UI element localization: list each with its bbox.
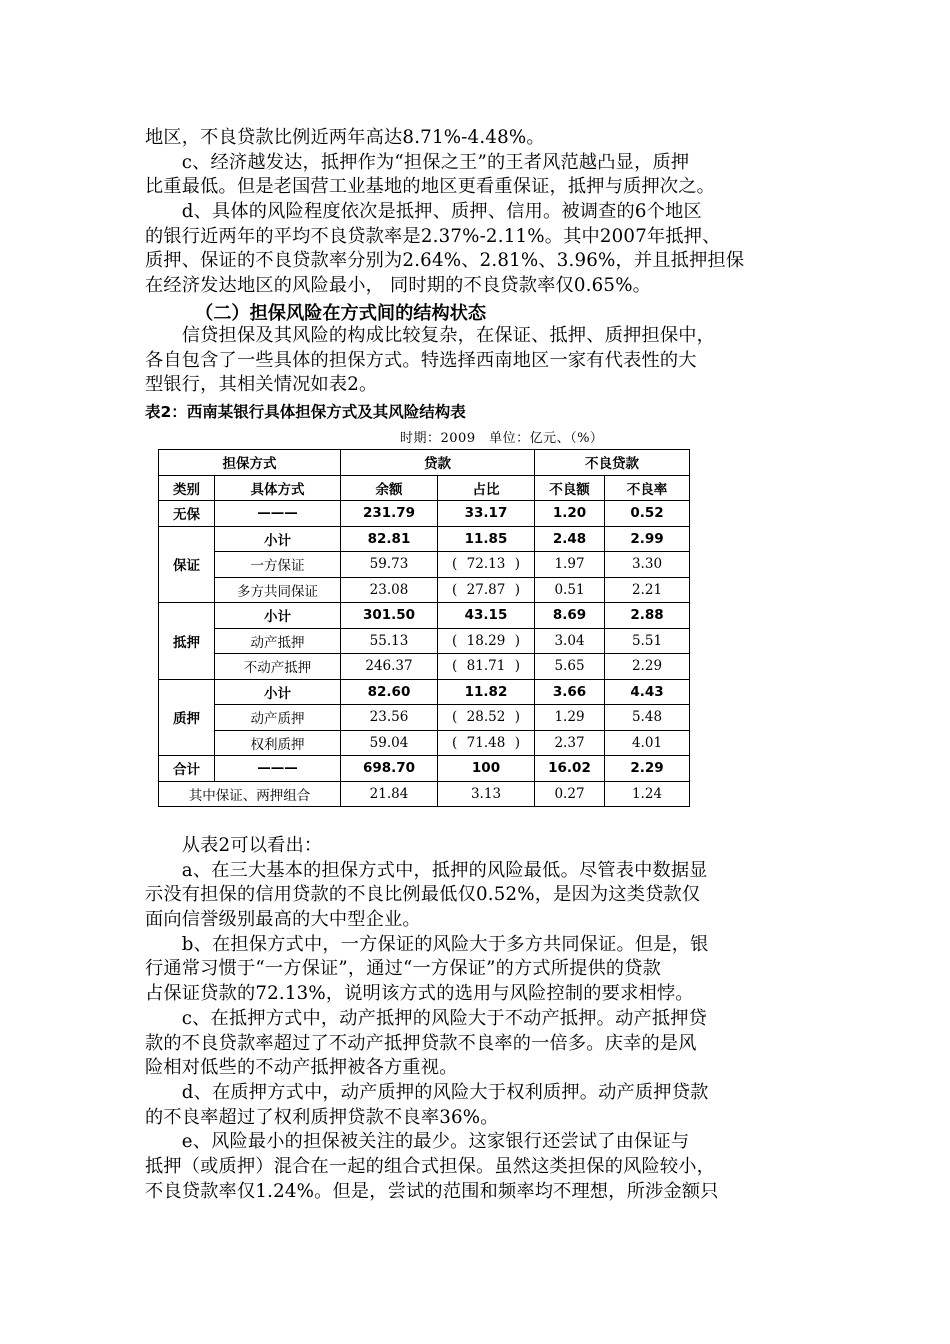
cell-method: 不动产抵押 [215,654,341,680]
cell-npl: 5.65 [535,654,605,680]
cell-balance: 82.81 [341,526,438,552]
cell-balance: 698.70 [341,756,438,782]
text-line: c、经济越发达，抵押作为“担保之王”的王者风范越凸显，质押 [145,151,690,173]
cell-balance: 59.73 [341,552,438,578]
table-subheader-row [159,475,690,501]
text-line: 比重最低。但是老国营工业基地的地区更看重保证，抵押与质押次之。 [145,176,716,198]
table-header-row [159,450,690,476]
text-line: b、在担保方式中，一方保证的风险大于多方共同保证。但是，银 [145,933,709,955]
intro-paragraph [145,324,810,398]
text-line: 款的不良贷款率超过了不动产抵押贷款不良率的一倍多。庆幸的是风 [145,1032,697,1054]
cell-npl: 8.69 [535,603,605,629]
cell-rate: 1.24 [605,781,690,807]
cell-share: ( 72.13 ) [438,552,535,578]
header-loans: 贷款 [341,450,535,476]
cell-balance: 231.79 [341,501,438,527]
cell-share: 43.15 [438,603,535,629]
cell-share: ( 27.87 ) [438,577,535,603]
cell-share: ( 81.71 ) [438,654,535,680]
cell-category: 合计 [159,756,215,782]
cell-method: 动产抵押 [215,628,341,654]
cell-method: 小计 [215,603,341,629]
cell-balance: 55.13 [341,628,438,654]
cell-method: ——— [215,756,341,782]
table-row [159,501,690,527]
cell-method: 权利质押 [215,730,341,756]
cell-method: ——— [215,501,341,527]
cell-npl: 0.51 [535,577,605,603]
header-npl-amount: 不良额 [535,475,605,501]
cell-share: 33.17 [438,501,535,527]
header-npl-rate: 不良率 [605,475,690,501]
cell-share: 100 [438,756,535,782]
cell-rate: 2.99 [605,526,690,552]
cell-share: ( 71.48 ) [438,730,535,756]
cell-npl: 1.29 [535,705,605,731]
cell-rate: 2.29 [605,654,690,680]
section-heading: （二）担保风险在方式间的结构状态 [195,303,487,324]
text-line: d、具体的风险程度依次是抵押、质押、信用。被调查的6个地区 [145,201,702,223]
cell-npl: 0.27 [535,781,605,807]
table-row [159,679,690,705]
cell-rate: 2.29 [605,756,690,782]
cell-npl: 1.97 [535,552,605,578]
cell-share: ( 18.29 ) [438,628,535,654]
cell-npl: 1.20 [535,501,605,527]
cell-method: 一方保证 [215,552,341,578]
header-method: 具体方式 [215,475,341,501]
cell-balance: 23.56 [341,705,438,731]
cell-category: 其中保证、两押组合 [159,781,341,807]
cell-balance: 82.60 [341,679,438,705]
text-line: 型银行，其相关情况如表2。 [145,374,378,396]
table-row [159,654,690,680]
cell-rate: 2.21 [605,577,690,603]
text-line: 各自包含了一些具体的担保方式。特选择西南地区一家有代表性的大 [145,349,697,371]
table-row [159,526,690,552]
top-text-block [145,126,810,299]
cell-rate: 2.88 [605,603,690,629]
cell-share: 3.13 [438,781,535,807]
cell-rate: 0.52 [605,501,690,527]
text-line: 地区，不良贷款比例近两年高达8.71%-4.48%。 [145,127,545,148]
bottom-text-block [145,834,810,1204]
text-line: 险相对低些的不动产抵押被各方重视。 [145,1057,458,1079]
cell-share: ( 28.52 ) [438,705,535,731]
header-npl: 不良贷款 [535,450,690,476]
header-share: 占比 [438,475,535,501]
text-line: a、在三大基本的担保方式中，抵押的风险最低。尽管表中数据显 [145,859,708,881]
cell-rate: 5.51 [605,628,690,654]
cell-balance: 246.37 [341,654,438,680]
text-line: 的不良率超过了权利质押贷款不良率36%。 [145,1106,499,1128]
cell-npl: 2.48 [535,526,605,552]
table-row [159,756,690,782]
cell-rate: 4.43 [605,679,690,705]
text-line: 信贷担保及其风险的构成比较复杂，在保证、抵押、质押担保中， [145,325,716,346]
cell-balance: 59.04 [341,730,438,756]
cell-category: 抵押 [159,603,215,680]
text-line: 在经济发达地区的风险最小， 同时期的不良贷款率仅0.65%。 [145,275,652,297]
text-line: 从表2可以看出： [145,835,323,856]
cell-category: 保证 [159,526,215,603]
text-line: e、风险最小的担保被关注的最少。这家银行还尝试了由保证与 [145,1131,690,1153]
table-row [159,628,690,654]
header-balance: 余额 [341,475,438,501]
table-caption: 表2：西南某银行具体担保方式及其风险结构表 [145,403,466,421]
cell-npl: 16.02 [535,756,605,782]
cell-npl: 3.04 [535,628,605,654]
cell-share: 11.85 [438,526,535,552]
header-category: 类别 [159,475,215,501]
text-line: d、在质押方式中，动产质押的风险大于权利质押。动产质押贷款 [145,1081,709,1103]
cell-balance: 301.50 [341,603,438,629]
table-row [159,577,690,603]
text-line: 示没有担保的信用贷款的不良比例最低仅0.52%，是因为这类贷款仅 [145,884,701,906]
cell-category: 质押 [159,679,215,756]
text-line: 面向信誉级别最高的大中型企业。 [145,909,421,931]
cell-method: 小计 [215,526,341,552]
table-row [159,705,690,731]
cell-share: 11.82 [438,679,535,705]
cell-npl: 3.66 [535,679,605,705]
table-row [159,552,690,578]
text-line: 占保证贷款的72.13%，说明该方式的选用与风险控制的要求相悖。 [145,983,694,1005]
cell-method: 小计 [215,679,341,705]
cell-rate: 3.30 [605,552,690,578]
table-row [159,730,690,756]
text-line: 的银行近两年的平均不良贷款率是2.37%-2.11%。其中2007年抵押、 [145,225,721,247]
text-line: 不良贷款率仅1.24%。但是，尝试的范围和频率均不理想，所涉金额只 [145,1180,719,1202]
table-row [159,603,690,629]
header-guarantee-method: 担保方式 [159,450,341,476]
text-line: c、在抵押方式中，动产抵押的风险大于不动产抵押。动产抵押贷 [145,1007,708,1029]
cell-method: 动产质押 [215,705,341,731]
cell-method: 多方共同保证 [215,577,341,603]
text-line: 抵押（或质押）混合在一起的组合式担保。虽然这类担保的风险较小， [145,1155,716,1177]
cell-npl: 2.37 [535,730,605,756]
cell-category: 无保 [159,501,215,527]
guarantee-risk-table [158,449,690,807]
text-line: 质押、保证的不良贷款率分别为2.64%、2.81%、3.96%，并且抵押担保 [145,250,745,272]
cell-rate: 5.48 [605,705,690,731]
text-line: 行通常习惯于“一方保证”，通过“一方保证”的方式所提供的贷款 [145,958,662,980]
cell-balance: 23.08 [341,577,438,603]
table-row [159,781,690,807]
cell-rate: 4.01 [605,730,690,756]
cell-balance: 21.84 [341,781,438,807]
table-period: 时期：2009 单位：亿元、（%） [400,431,604,446]
